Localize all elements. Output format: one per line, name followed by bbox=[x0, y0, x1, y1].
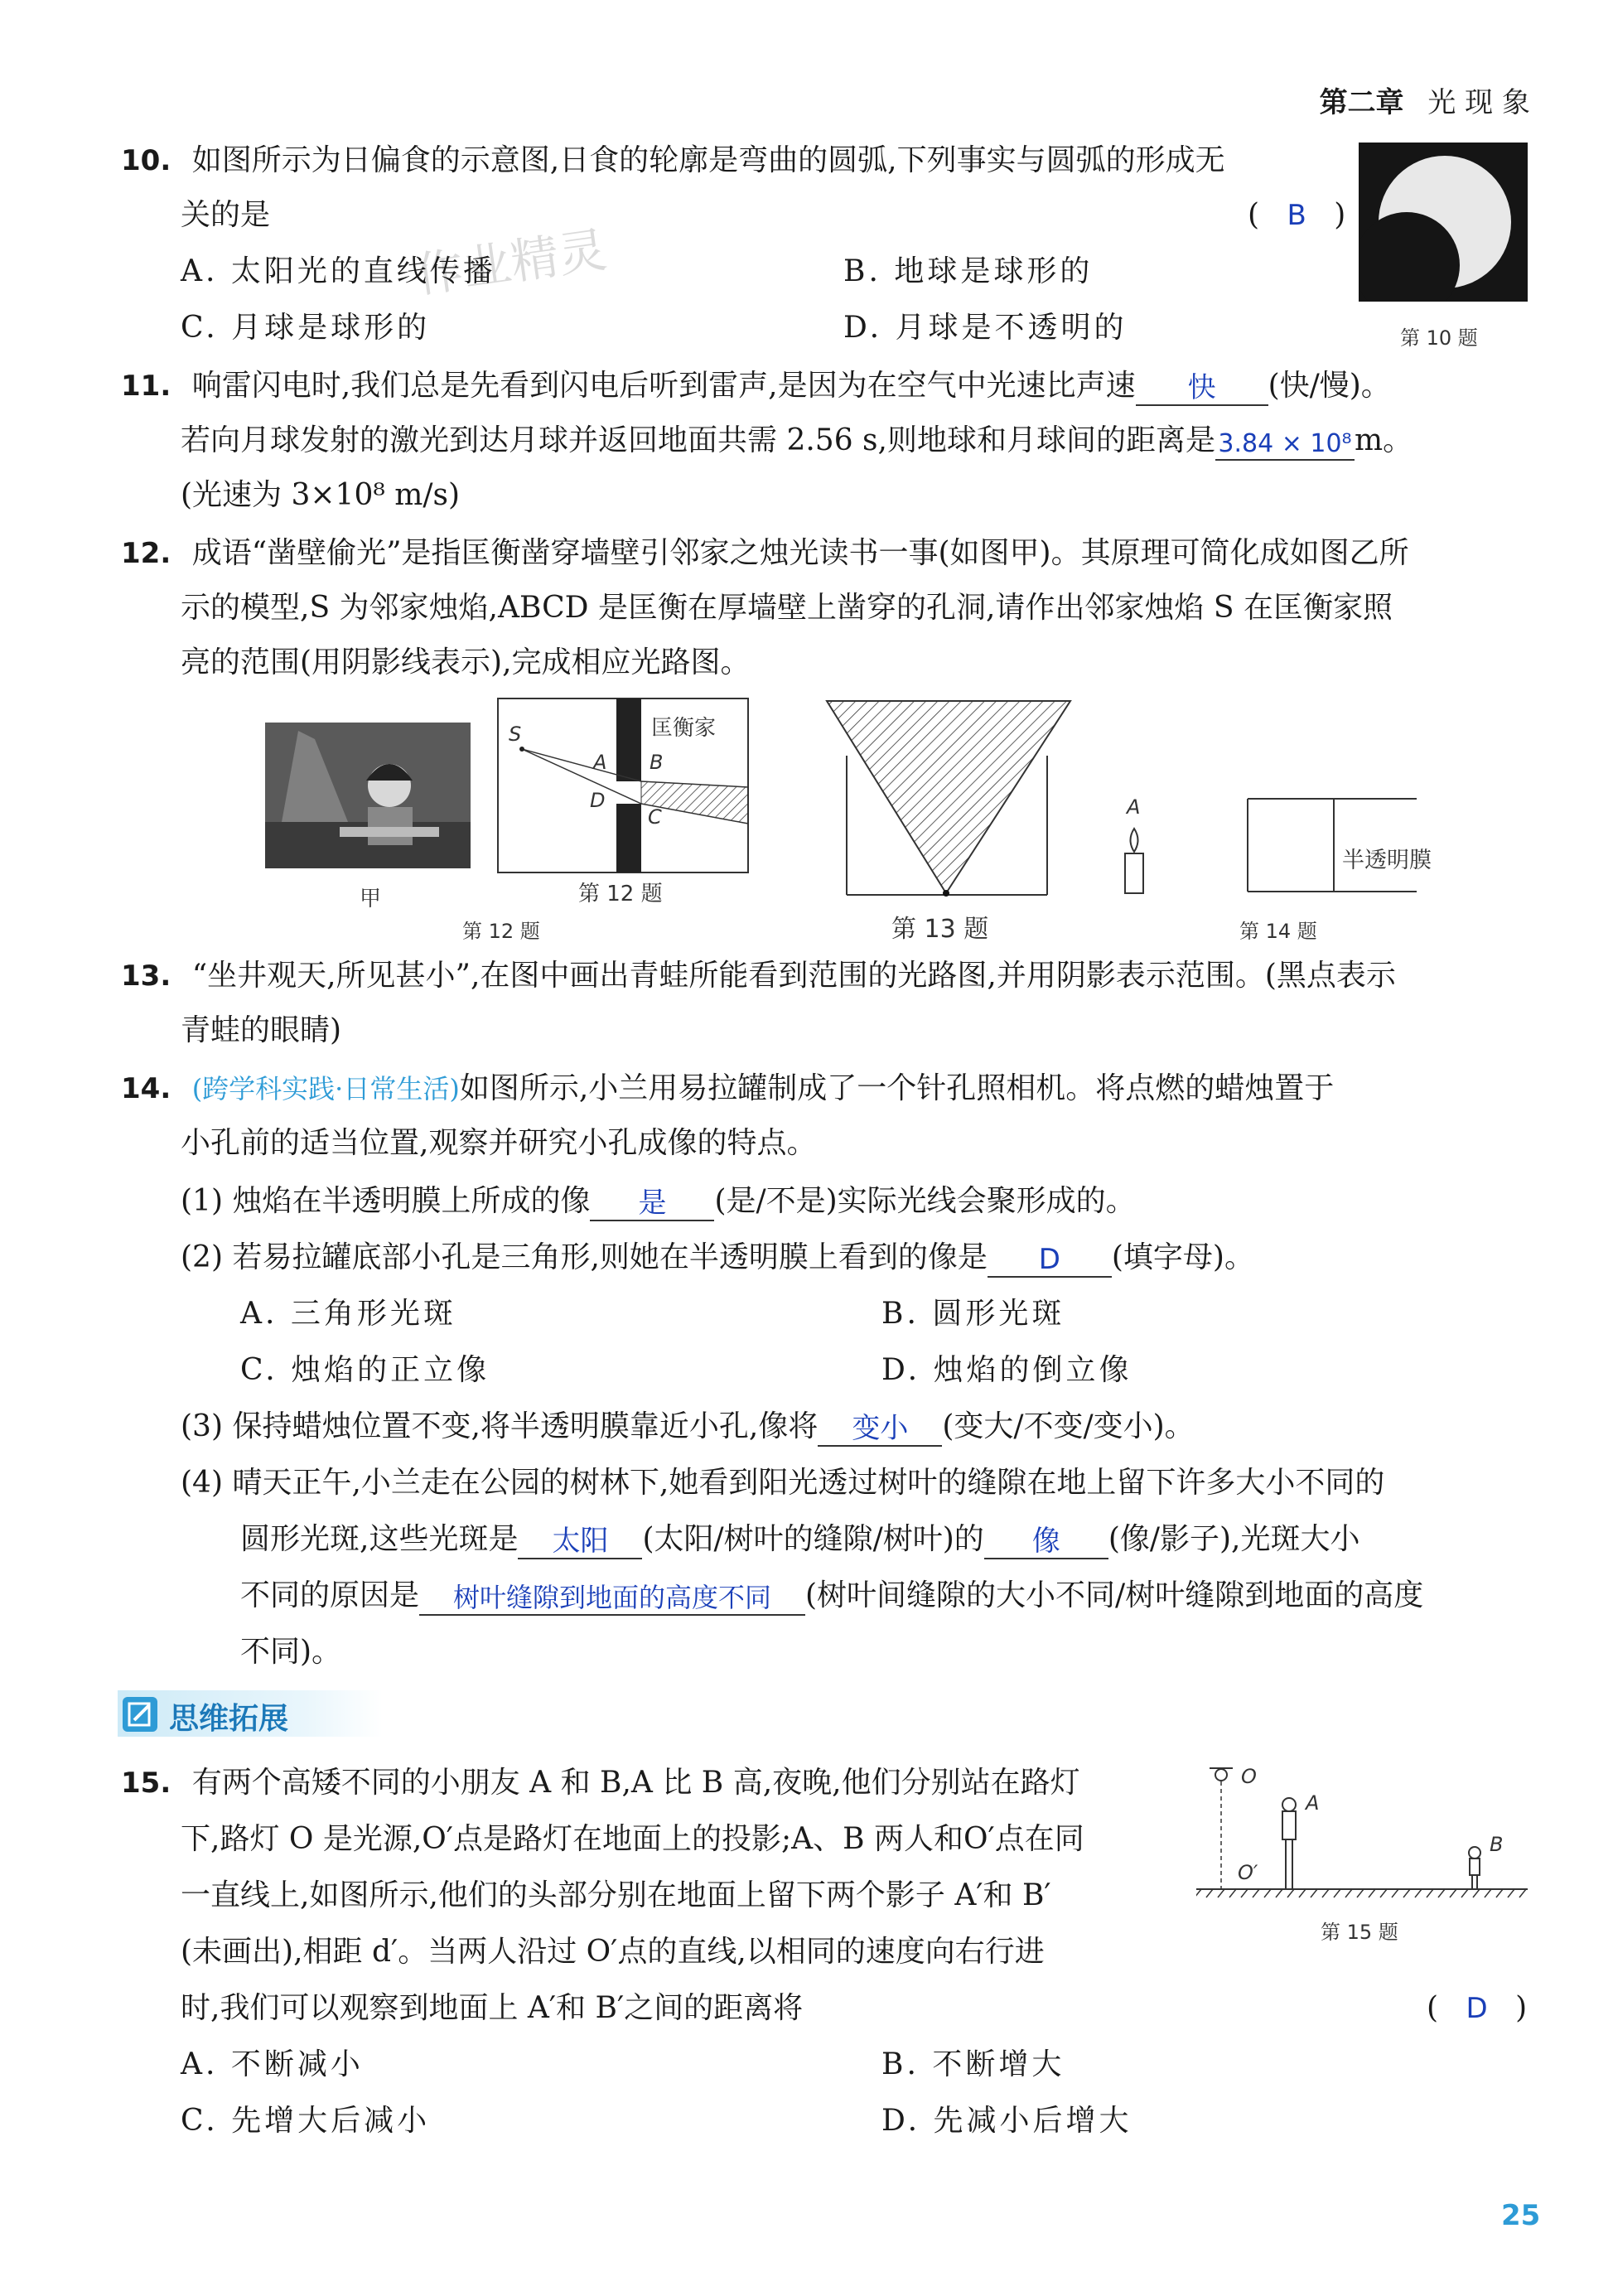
q12-inner-caption: 第 12 题 bbox=[578, 882, 663, 906]
q14-p3-text-a: (3) 保持蜡烛位置不变,将半透明膜靠近小孔,像将 bbox=[181, 1409, 819, 1443]
q10-answer-paren bbox=[1248, 196, 1345, 235]
q12-figure-jia bbox=[265, 723, 471, 868]
q14-part2 bbox=[181, 1238, 1254, 1278]
ground-hatch-mark bbox=[1334, 1889, 1340, 1897]
q12-caption: 第 12 题 bbox=[462, 920, 540, 943]
q14-text-1: 如图所示,小兰用易拉罐制成了一个针孔照相机。将点燃的蜡烛置于 bbox=[459, 1071, 1335, 1105]
q15-option-d: D. 先减小后增大 bbox=[881, 2104, 1132, 2138]
q14-line1 bbox=[121, 1069, 1334, 1109]
ground-hatch-mark bbox=[1311, 1889, 1317, 1897]
q10-option-d: D. 月球是不透明的 bbox=[843, 311, 1128, 345]
q10-line1 bbox=[121, 141, 1225, 181]
q14-p4-text-4: 不同)。 bbox=[240, 1635, 342, 1669]
chapter-number: 第二章 bbox=[1319, 86, 1404, 119]
q15-option-a: A. 不断减小 bbox=[181, 2047, 364, 2081]
ground-hatch-mark bbox=[1229, 1889, 1236, 1897]
q12-label-c: C bbox=[648, 805, 662, 829]
q15-option-b: B. 不断增大 bbox=[881, 2047, 1065, 2081]
paren-close: ) bbox=[1334, 198, 1346, 232]
q12-text-3: 亮的范围(用阴影线表示),完成相应光路图。 bbox=[181, 645, 751, 679]
ground-hatch-mark bbox=[1196, 1889, 1201, 1897]
q11-text-3: (光速为 3×10⁸ m/s) bbox=[181, 478, 461, 512]
q14-part3 bbox=[181, 1407, 1195, 1447]
q15-answer-paren bbox=[1427, 1989, 1527, 2028]
q13-text-2: 青蛙的眼睛) bbox=[181, 1013, 342, 1047]
q11-answer-1: 快 bbox=[1187, 371, 1216, 404]
q14-p4-blank-2 bbox=[984, 1521, 1108, 1559]
ground-hatch-mark bbox=[1264, 1889, 1271, 1897]
q15-label-o-prime: O′ bbox=[1238, 1861, 1258, 1884]
q14-p4-text-2b: (太阳/树叶的缝隙/树叶)的 bbox=[642, 1522, 984, 1556]
q14-p3-answer: 变小 bbox=[852, 1412, 909, 1445]
q14-text-2: 小孔前的适当位置,观察并研究小孔成像的特点。 bbox=[181, 1126, 817, 1160]
section-icon bbox=[121, 1695, 159, 1733]
q14-p4-text-3b: (树叶间缝隙的大小不同/树叶缝隙到地面的高度 bbox=[805, 1578, 1424, 1612]
q14-p2-answer: D bbox=[1038, 1243, 1060, 1276]
ground-hatch-mark bbox=[1218, 1889, 1224, 1897]
q11-number: 11. bbox=[121, 370, 171, 403]
q10-caption: 第 10 题 bbox=[1400, 326, 1478, 350]
q11-blank-2 bbox=[1215, 423, 1355, 461]
ground-hatch-mark bbox=[1345, 1889, 1352, 1897]
q13-caption: 第 13 题 bbox=[891, 915, 989, 944]
q13-figure-well bbox=[823, 698, 1074, 897]
q11-text-1b: (快/慢)。 bbox=[1268, 369, 1391, 403]
q12-text-1: 成语“凿壁偷光”是指匡衡凿穿墙壁引邻家之烛光读书一事(如图甲)。其原理可简化成如图乙所 bbox=[191, 536, 1409, 570]
ground-hatch-mark bbox=[1461, 1889, 1468, 1897]
q14-p4-text-2c: (像/影子),光斑大小 bbox=[1108, 1522, 1360, 1556]
q14-label-membrane: 半透明膜 bbox=[1342, 848, 1432, 873]
ground-hatch-mark bbox=[1519, 1889, 1526, 1897]
chapter-title: 光 现 象 bbox=[1427, 86, 1530, 119]
ground-hatch-mark bbox=[1392, 1889, 1398, 1897]
q10-text-1: 如图所示为日偏食的示意图,日食的轮廓是弯曲的圆弧,下列事实与圆弧的形成无 bbox=[191, 143, 1225, 177]
q14-p2-blank bbox=[988, 1240, 1112, 1278]
q14-p1-answer: 是 bbox=[638, 1187, 667, 1220]
ground-hatch-mark bbox=[1496, 1889, 1503, 1897]
q15-answer: D bbox=[1466, 1992, 1488, 2025]
q14-part4-line2 bbox=[240, 1520, 1359, 1559]
q14-p1-blank bbox=[590, 1183, 714, 1221]
q15-caption: 第 15 题 bbox=[1321, 1921, 1398, 1944]
q14-p4-blank-3 bbox=[419, 1578, 805, 1616]
q12-label-a: A bbox=[593, 751, 607, 774]
q14-p4-blank-1 bbox=[518, 1521, 642, 1559]
q10-option-a: A. 太阳光的直线传播 bbox=[181, 254, 496, 288]
ground-hatch-mark bbox=[1450, 1889, 1456, 1897]
q11-text-1a: 响雷闪电时,我们总是先看到闪电后听到雷声,是因为在空气中光速比声速 bbox=[191, 369, 1136, 403]
ground-hatch-mark bbox=[1369, 1889, 1375, 1897]
q14-p4-answer-3: 树叶缝隙到地面的高度不同 bbox=[453, 1582, 772, 1613]
q13-number: 13. bbox=[121, 959, 171, 993]
ground-hatch-mark bbox=[1403, 1889, 1410, 1897]
ground-hatch-mark bbox=[1473, 1889, 1480, 1897]
q14-number: 14. bbox=[121, 1072, 171, 1105]
q11-text-2a: 若向月球发射的激光到达月球并返回地面共需 2.56 s,则地球和月球间的距离是 bbox=[181, 423, 1215, 457]
q14-p3-text-b: (变大/不变/变小)。 bbox=[942, 1409, 1195, 1443]
q15-label-a: A bbox=[1306, 1791, 1320, 1815]
section-header bbox=[118, 1690, 383, 1737]
ground-hatch-mark bbox=[1485, 1889, 1491, 1897]
ground-hatch-mark bbox=[1299, 1889, 1306, 1897]
q11-line1 bbox=[121, 366, 1391, 406]
ground-hatch-mark bbox=[1438, 1889, 1445, 1897]
q12-text-2: 示的模型,S 为邻家烛焰,ABCD 是匡衡在厚墙壁上凿穿的孔洞,请作出邻家烛焰 S 在匡衡家照 bbox=[181, 591, 1393, 625]
q15-line1 bbox=[121, 1763, 1080, 1803]
q14-part4-line3 bbox=[240, 1576, 1423, 1616]
q14-tag: (跨学科实践·日常生活) bbox=[191, 1073, 460, 1104]
q12-label-room: 匡衡家 bbox=[651, 716, 717, 741]
q13-text-1: “坐井观天,所见甚小”,在图中画出青蛙所能看到范围的光路图,并用阴影表示范围。(黑点表示 bbox=[191, 959, 1396, 993]
ground-hatch-mark bbox=[1253, 1889, 1259, 1897]
q14-p2-option-a: A. 三角形光斑 bbox=[240, 1297, 456, 1331]
q11-blank-1 bbox=[1136, 368, 1268, 406]
q14-p2-text-b: (填字母)。 bbox=[1111, 1240, 1254, 1274]
q10-option-b: B. 地球是球形的 bbox=[843, 254, 1094, 288]
ground-hatch-mark bbox=[1322, 1889, 1329, 1897]
q10-text-2: 关的是 bbox=[181, 198, 271, 232]
q14-p2-text-a: (2) 若易拉罐底部小孔是三角形,则她在半透明膜上看到的像是 bbox=[181, 1240, 988, 1274]
solar-eclipse-figure bbox=[1359, 143, 1528, 302]
q12-label-jia: 甲 bbox=[360, 887, 382, 911]
ground-hatch-mark bbox=[1287, 1889, 1294, 1897]
q15-text-3: 一直线上,如图所示,他们的头部分别在地面上留下两个影子 A′和 B′ bbox=[181, 1878, 1051, 1912]
q11-line2 bbox=[181, 421, 1413, 461]
q15-number: 15. bbox=[121, 1767, 171, 1800]
q14-part1 bbox=[181, 1182, 1136, 1221]
q14-label-a: A bbox=[1127, 795, 1141, 819]
ground-hatch-mark bbox=[1357, 1889, 1364, 1897]
q10-number: 10. bbox=[121, 144, 171, 177]
ground-hatch-mark bbox=[1206, 1889, 1213, 1897]
ground-hatch-mark bbox=[1508, 1889, 1514, 1897]
q14-p2-option-c: C. 烛焰的正立像 bbox=[240, 1353, 490, 1387]
q12-number: 12. bbox=[121, 537, 171, 570]
q14-p2-option-b: B. 圆形光斑 bbox=[881, 1297, 1065, 1331]
section-title: 思维拓展 bbox=[169, 1702, 289, 1736]
page-header bbox=[1320, 80, 1530, 120]
q12-label-b: B bbox=[650, 751, 664, 774]
q15-text-1: 有两个高矮不同的小朋友 A 和 B,A 比 B 高,夜晚,他们分别站在路灯 bbox=[191, 1766, 1080, 1800]
page-number: 25 bbox=[1501, 2199, 1541, 2232]
q15-label-b: B bbox=[1490, 1833, 1504, 1856]
q14-p2-option-d: D. 烛焰的倒立像 bbox=[881, 1353, 1132, 1387]
ground-hatch-mark bbox=[1415, 1889, 1422, 1897]
q14-p4-text-1: (4) 晴天正午,小兰走在公园的树林下,她看到阳光透过树叶的缝隙在地上留下许多大小不同的 bbox=[181, 1466, 1385, 1500]
q13-line1 bbox=[121, 956, 1396, 996]
q12-label-d: D bbox=[590, 789, 606, 812]
q15-label-o: O bbox=[1241, 1765, 1257, 1788]
q14-caption: 第 14 题 bbox=[1239, 920, 1317, 943]
watermark: 作业精灵 bbox=[412, 221, 611, 304]
q14-p4-answer-2: 像 bbox=[1031, 1525, 1060, 1558]
q15-text-2: 下,路灯 O 是光源,O′点是路灯在地面上的投影;A、B 两人和O′点在同 bbox=[181, 1822, 1084, 1856]
q10-option-c: C. 月球是球形的 bbox=[181, 311, 431, 345]
q14-figure-pinhole bbox=[1110, 779, 1425, 895]
q14-p4-text-2a: 圆形光斑,这些光斑是 bbox=[240, 1522, 519, 1556]
ground-hatch-mark bbox=[1241, 1889, 1248, 1897]
q12-line1 bbox=[121, 534, 1409, 573]
q11-text-2b: m。 bbox=[1354, 423, 1413, 457]
q11-answer-2: 3.84 × 10⁸ bbox=[1218, 429, 1352, 458]
ground-hatch-mark bbox=[1276, 1889, 1282, 1897]
paren-close: ) bbox=[1515, 1991, 1528, 2025]
paren-open: ( bbox=[1427, 1991, 1439, 2025]
q15-text-4: (未画出),相距 d′。当两人沿过 O′点的直线,以相同的速度向右行进 bbox=[181, 1935, 1045, 1969]
ground-hatch-mark bbox=[1380, 1889, 1387, 1897]
ground-hatch-mark bbox=[1427, 1889, 1433, 1897]
q15-option-c: C. 先增大后减小 bbox=[181, 2104, 431, 2138]
paren-open: ( bbox=[1248, 198, 1260, 232]
q14-p4-answer-1: 太阳 bbox=[552, 1525, 609, 1558]
q14-p3-blank bbox=[818, 1409, 942, 1447]
q10-answer: B bbox=[1287, 199, 1306, 232]
q14-p1-text-a: (1) 烛焰在半透明膜上所成的像 bbox=[181, 1184, 591, 1218]
q14-p4-text-3a: 不同的原因是 bbox=[240, 1578, 420, 1612]
q14-p1-text-b: (是/不是)实际光线会聚形成的。 bbox=[714, 1184, 1136, 1218]
q15-text-5: 时,我们可以观察到地面上 A′和 B′之间的距离将 bbox=[181, 1991, 804, 2025]
q12-label-s: S bbox=[509, 723, 522, 746]
